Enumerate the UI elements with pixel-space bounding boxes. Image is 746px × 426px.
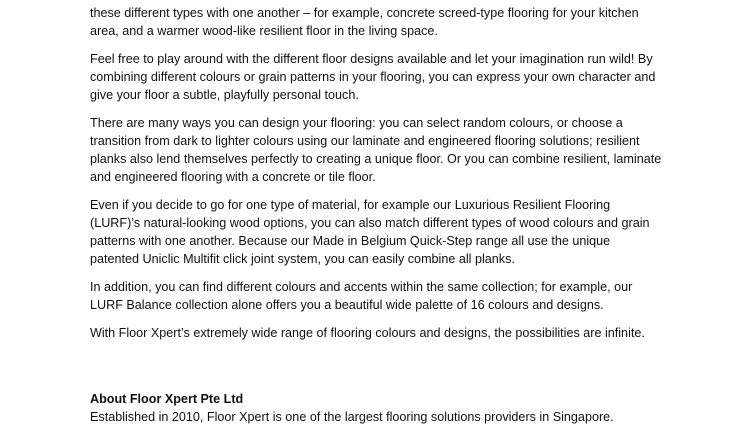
- paragraph-single-material: Even if you decide to go for one type of material, for example our Luxurious Resilient Flooring (LURF)’s natural-looking wood options, you can also match different types of wood colours and grain patterns with one another. Because our Made in Belgium Quick-Step range all use the unique patented Uniclic Multifit click joint system, you can easily combine all planks.: [90, 198, 650, 266]
- about-heading: About Floor Xpert Pte Ltd: [90, 392, 244, 406]
- document-body: [90, 4, 662, 426]
- paragraph-collection-accents: In addition, you can find different colours and accents within the same collection; for example, our LURF Balance collection alone offers you a beautiful wide palette of 16 colours and designs.: [90, 280, 633, 312]
- paragraph-design-ways: There are many ways you can design your flooring: you can select random colours, or choose a transition from dark to lighter colours using our laminate and engineered flooring solutions; resilient planks also lend themselves perfectly to creating a unique floor. Or you can combine resilient, laminate and engineered flooring with a concrete or tile floor.: [90, 116, 662, 184]
- paragraph-possibilities: With Floor Xpert’s extremely wide range of flooring colours and designs, the possibilities are infinite.: [90, 326, 645, 340]
- paragraph-imagination: Feel free to play around with the different floor designs available and let your imagination run wild! By combining different colours or grain patterns in your flooring, you can express your own character and give your floor a subtle, playfully personal touch.: [90, 52, 656, 102]
- paragraph-intro-continuation: these different types with one another – for example, concrete screed-type flooring for your kitchen area, and a warmer wood-like resilient floor in the living space.: [90, 6, 639, 38]
- about-text: Established in 2010, Floor Xpert is one of the largest flooring solutions providers in Singapore.: [90, 410, 614, 424]
